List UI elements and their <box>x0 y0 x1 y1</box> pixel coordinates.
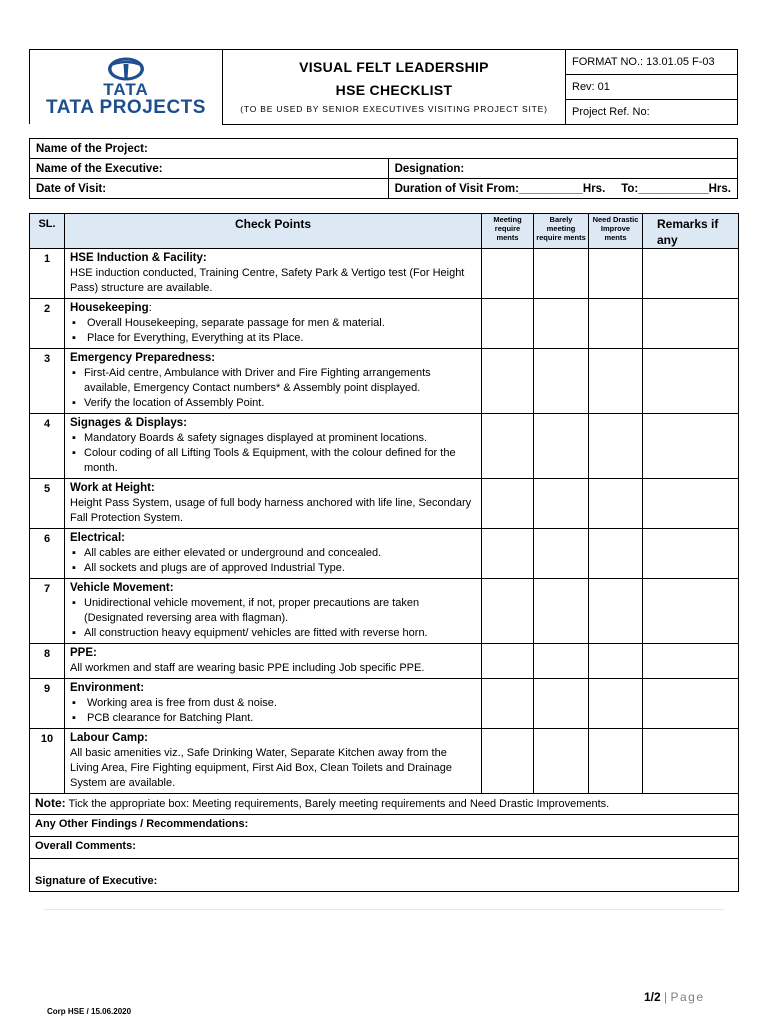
column-header-barely: Barely meeting require ments <box>534 214 589 249</box>
row-number: 8 <box>30 644 65 679</box>
format-number: FORMAT NO.: 13.01.05 F-03 <box>566 50 738 75</box>
remarks-cell[interactable] <box>643 579 739 644</box>
row-number: 9 <box>30 679 65 729</box>
signature-field[interactable]: Signature of Executive: <box>30 859 739 892</box>
bullet-item: ▪ All sockets and plugs are of approved Industrial Type. <box>70 561 476 576</box>
title-cell <box>223 50 566 125</box>
check-point-title: Work at Height: <box>70 482 155 494</box>
visit-duration-field[interactable]: Duration of Visit From:__________Hrs. To:___________Hrs. <box>388 179 737 199</box>
check-point-title: Vehicle Movement: <box>70 582 174 594</box>
remarks-cell[interactable] <box>643 479 739 529</box>
page-label: Page <box>670 990 705 1004</box>
check-point-title: Electrical: <box>70 532 125 544</box>
executive-name-field[interactable]: Name of the Executive: <box>30 159 389 179</box>
check-point-title: HSE Induction & Facility: <box>70 252 207 264</box>
note-text: Tick the appropriate box: Meeting requirements, Barely meeting requirements and Need Drastic Improvements. <box>65 798 610 810</box>
row-number: 4 <box>30 414 65 479</box>
check-point-title: PPE: <box>70 647 97 659</box>
need-improvement-checkbox-cell[interactable] <box>589 729 643 794</box>
bullet-item: ▪ PCB clearance for Batching Plant. <box>70 711 476 726</box>
page-subtitle: HSE CHECKLIST <box>335 82 453 99</box>
visit-info-table <box>29 138 738 199</box>
barely-checkbox-cell[interactable] <box>534 729 589 794</box>
page-separator: | <box>660 990 671 1004</box>
remarks-cell[interactable] <box>643 644 739 679</box>
check-point-title-suffix: : <box>148 302 152 314</box>
table-row <box>30 479 739 529</box>
bullet-item: ▪ Verify the location of Assembly Point. <box>70 396 476 411</box>
meeting-checkbox-cell[interactable] <box>482 479 534 529</box>
footer-divider <box>44 909 724 910</box>
row-number: 5 <box>30 479 65 529</box>
check-point <box>65 579 482 644</box>
logo-projects-text: TATA PROJECTS <box>46 97 206 118</box>
bullet-item: ▪ Overall Housekeeping, separate passage for men & material. <box>70 316 476 331</box>
remarks-cell[interactable] <box>643 529 739 579</box>
remarks-cell[interactable] <box>643 679 739 729</box>
check-point-title: Labour Camp: <box>70 732 148 744</box>
logo-cell <box>30 50 223 125</box>
table-row <box>30 299 739 349</box>
findings-row <box>30 815 739 837</box>
check-point <box>65 529 482 579</box>
meeting-checkbox-cell[interactable] <box>482 679 534 729</box>
check-point <box>65 249 482 299</box>
check-point <box>65 299 482 349</box>
project-ref: Project Ref. No: <box>566 99 738 124</box>
page-number <box>644 990 705 1004</box>
meeting-checkbox-cell[interactable] <box>482 349 534 414</box>
need-improvement-checkbox-cell[interactable] <box>589 579 643 644</box>
check-point <box>65 479 482 529</box>
check-point <box>65 644 482 679</box>
check-point-text: HSE induction conducted, Training Centre, Safety Park & Vertigo test (For Height Pass) structure are available. <box>70 267 465 294</box>
revision: Rev: 01 <box>566 74 738 99</box>
barely-checkbox-cell[interactable] <box>534 479 589 529</box>
bullet-item: ▪ Working area is free from dust & noise. <box>70 696 476 711</box>
check-point-text: Height Pass System, usage of full body harness anchored with life line, Secondary Fall Protection System. <box>70 497 472 524</box>
row-number: 1 <box>30 249 65 299</box>
need-improvement-checkbox-cell[interactable] <box>589 249 643 299</box>
row-number: 6 <box>30 529 65 579</box>
tata-logo-icon <box>106 56 146 82</box>
table-row <box>30 414 739 479</box>
row-number: 10 <box>30 729 65 794</box>
document-header <box>29 49 738 125</box>
bullet-item: ▪ Mandatory Boards & safety signages displayed at prominent locations. <box>70 431 476 446</box>
remarks-cell[interactable] <box>643 249 739 299</box>
designation-field[interactable]: Designation: <box>388 159 737 179</box>
column-header-need-improvement: Need Drastic Improve ments <box>589 214 643 249</box>
barely-checkbox-cell[interactable] <box>534 644 589 679</box>
table-row <box>30 579 739 644</box>
barely-checkbox-cell[interactable] <box>534 529 589 579</box>
bullet-item: ▪ All cables are either elevated or underground and concealed. <box>70 546 476 561</box>
meeting-checkbox-cell[interactable] <box>482 644 534 679</box>
bullet-item: ▪ All construction heavy equipment/ vehicles are fitted with reverse horn. <box>70 626 476 641</box>
check-point <box>65 729 482 794</box>
need-improvement-checkbox-cell[interactable] <box>589 679 643 729</box>
column-header-sl: SL. <box>30 214 65 249</box>
check-point-text: All workmen and staff are wearing basic PPE including Job specific PPE. <box>70 662 425 674</box>
project-name-field[interactable]: Name of the Project: <box>30 139 738 159</box>
tata-logo <box>31 56 221 118</box>
usage-note: (TO BE USED BY SENIOR EXECUTIVES VISITING PROJECT SITE) <box>240 104 548 115</box>
barely-checkbox-cell[interactable] <box>534 579 589 644</box>
document-revision-footer: Corp HSE / 15.06.2020 <box>47 1007 132 1016</box>
remarks-cell[interactable] <box>643 299 739 349</box>
row-number: 7 <box>30 579 65 644</box>
column-header-check-points: Check Points <box>65 214 482 249</box>
check-point-title: Housekeeping <box>70 302 149 314</box>
remarks-cell[interactable] <box>643 414 739 479</box>
table-row <box>30 349 739 414</box>
page-title: VISUAL FELT LEADERSHIP <box>299 59 489 76</box>
row-number: 3 <box>30 349 65 414</box>
checklist-table <box>29 213 739 892</box>
comments-row <box>30 837 739 859</box>
check-point <box>65 679 482 729</box>
bullet-item: ▪ Place for Everything, Everything at its Place. <box>70 331 476 346</box>
logo-brand-text: TATA <box>103 80 149 99</box>
need-improvement-checkbox-cell[interactable] <box>589 529 643 579</box>
meeting-checkbox-cell[interactable] <box>482 414 534 479</box>
meeting-checkbox-cell[interactable] <box>482 249 534 299</box>
barely-checkbox-cell[interactable] <box>534 249 589 299</box>
row-number: 2 <box>30 299 65 349</box>
barely-checkbox-cell[interactable] <box>534 349 589 414</box>
findings-field[interactable]: Any Other Findings / Recommendations: <box>30 815 739 837</box>
need-improvement-checkbox-cell[interactable] <box>589 349 643 414</box>
remarks-cell[interactable] <box>643 349 739 414</box>
check-point <box>65 349 482 414</box>
table-row <box>30 249 739 299</box>
column-header-meeting: Meeting require ments <box>482 214 534 249</box>
need-improvement-checkbox-cell[interactable] <box>589 644 643 679</box>
note-label: Note: <box>35 796 66 810</box>
meeting-checkbox-cell[interactable] <box>482 729 534 794</box>
remarks-cell[interactable] <box>643 729 739 794</box>
need-improvement-checkbox-cell[interactable] <box>589 299 643 349</box>
signature-row <box>30 859 739 892</box>
meeting-checkbox-cell[interactable] <box>482 299 534 349</box>
table-row <box>30 529 739 579</box>
barely-checkbox-cell[interactable] <box>534 414 589 479</box>
check-point-title: Environment: <box>70 682 145 694</box>
date-of-visit-field[interactable]: Date of Visit: <box>30 179 389 199</box>
column-header-remarks: Remarks if any <box>643 214 739 249</box>
tick-instructions <box>30 794 739 815</box>
meeting-checkbox-cell[interactable] <box>482 579 534 644</box>
need-improvement-checkbox-cell[interactable] <box>589 414 643 479</box>
meeting-checkbox-cell[interactable] <box>482 529 534 579</box>
need-improvement-checkbox-cell[interactable] <box>589 479 643 529</box>
page-count: 1/2 <box>644 990 661 1004</box>
note-row <box>30 794 739 815</box>
check-point <box>65 414 482 479</box>
check-point-text: All basic amenities viz., Safe Drinking Water, Separate Kitchen away from the Living Area, Fire Fighting equipment, First Aid Box, Clean Toilets and Drainage System are available. <box>70 747 452 789</box>
barely-checkbox-cell[interactable] <box>534 299 589 349</box>
check-point-title: Emergency Preparedness: <box>70 352 216 364</box>
bullet-item: ▪ Unidirectional vehicle movement, if not, proper precautions are taken (Designated reversing area with flagman). <box>70 596 476 626</box>
barely-checkbox-cell[interactable] <box>534 679 589 729</box>
bullet-item: ▪ Colour coding of all Lifting Tools & Equipment, with the colour defined for the month. <box>70 446 476 476</box>
table-row <box>30 644 739 679</box>
table-row <box>30 679 739 729</box>
check-point-title: Signages & Displays: <box>70 417 187 429</box>
table-row <box>30 729 739 794</box>
overall-comments-field[interactable]: Overall Comments: <box>30 837 739 859</box>
bullet-item: ▪ First-Aid centre, Ambulance with Driver and Fire Fighting arrangements available, Emergency Contact numbers* & Assembly point displayed. <box>70 366 476 396</box>
checklist-header-row <box>30 214 739 249</box>
